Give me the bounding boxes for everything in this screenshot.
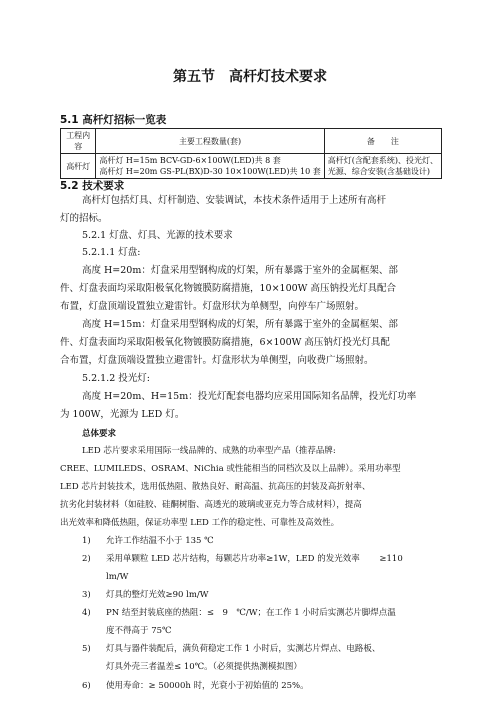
list-item: lm/W: [106, 572, 129, 582]
section-heading-tech: 5.2 技术要求: [60, 180, 125, 192]
paragraph-line: 为 100W，光源为 LED 灯。: [60, 409, 185, 420]
list-item-number: 1): [82, 536, 91, 546]
table-cell-quantity: [96, 154, 324, 179]
paragraph-line: 高杆灯包括灯具、灯杆制造、安装调试，本技术条件适用于上述所有高杆: [82, 195, 387, 206]
list-item: 灯具外壳三者温差≤ 10℃。（必须提供热测模拟图）: [106, 662, 302, 672]
paragraph-line: 出光效率和降低热阻，保证功率型 LED 工作的稳定性、可靠性及高效性。: [60, 518, 340, 528]
list-item: 允许工作结温不小于 135 ℃: [106, 536, 214, 546]
section-heading-bid-table: 5.1 高杆灯招标一览表: [60, 114, 167, 126]
list-item: 使用寿命：≥ 50000h 时，光衰小于初始值的 25%。: [106, 681, 309, 691]
list-item: 灯具与器件装配后，满负荷稳定工作 1 小时后，实测芯片焊点、电路板、: [106, 644, 381, 654]
paragraph-line: 高度 H=20m：灯盘采用型钢构成的灯架，所有暴露于室外的金属框架、部: [82, 265, 398, 276]
bid-summary-table: [60, 128, 442, 179]
table-header-cell: 工程内容: [61, 129, 96, 154]
table-cell-line: 高杆灯 H=15m BCV-GD-6×100W(LED)共 8 套: [99, 156, 281, 165]
list-item-number: 4): [82, 608, 91, 618]
table-header-cell: 主要工程数量(套): [96, 129, 324, 154]
table-cell-line: 光源、综合安装(含基础设计): [327, 167, 430, 176]
table-header-cell: 备 注: [324, 129, 441, 154]
list-item: 采用单颗粒 LED 芯片结构，每颗芯片功率≥1W，LED 的发光效率 ≥110: [106, 554, 403, 564]
list-item-number: 6): [82, 681, 91, 691]
paragraph-line: 布置，灯盘顶端设置独立避雷针。灯盘形状为单侧型，向停车广场照射。: [60, 301, 365, 312]
page-title: 第五节 高杆灯技术要求: [173, 69, 327, 85]
list-item-number: 5): [82, 644, 91, 654]
paragraph-line: 合布置，灯盘顶端设置独立避雷针。灯盘形状为单侧型，向收费广场照射。: [60, 355, 374, 366]
list-item: 灯具的整灯光效≥90 lm/W: [106, 590, 209, 600]
list-item: PN 结至封装底座的热阻：≤ 9 ℃/W；在工作 1 小时后实测芯片脚焊点温: [106, 608, 396, 618]
list-item-number: 3): [82, 590, 91, 600]
list-item-number: 2): [82, 554, 91, 564]
subsection-heading: 5.2.1.2 投光灯:: [82, 373, 150, 384]
table-row: [61, 154, 442, 179]
table-cell-line: 高杆灯(含配套系统)、投光灯、: [327, 156, 438, 165]
paragraph-line: 抗劣化封装材料（如硅胶、硅酮树脂、高透光的玻璃或亚克力等合成材料），提高: [60, 500, 362, 510]
list-item: 度不得高于 75℃: [106, 626, 172, 636]
paragraph-line: 件、灯盘表面均采取阳极氧化物镀膜防腐措施，6×100W 高压钠灯投光灯具配: [60, 337, 390, 348]
paragraph-line: 灯的招标。: [60, 213, 108, 224]
general-requirements-heading: 总体要求: [82, 429, 117, 439]
paragraph-line: LED 芯片封装技术，选用低热阻、散热良好、耐高温、抗高压的封装及高折射率、: [60, 482, 371, 492]
paragraph-line: LED 芯片要求采用国际一线品牌的、成熟的功率型产品（推荐品牌:: [82, 446, 336, 456]
paragraph-line: 高度 H=20m、H=15m：投光灯配套电器均应采用国际知名品牌，投光灯功率: [82, 391, 417, 402]
paragraph-line: 高度 H=15m：灯盘采用型钢构成的灯架，所有暴露于室外的金属框架、部: [82, 319, 398, 330]
table-header-row: [61, 129, 442, 154]
table-cell-type: 高杆灯: [61, 154, 96, 179]
paragraph-line: 件、灯盘表面均采取阳极氧化物镀膜防腐措施，10×100W 高压钠投光灯具配合: [60, 283, 396, 294]
subsection-heading: 5.2.1 灯盘、灯具、光源的技术要求: [82, 230, 233, 241]
paragraph-line: CREE、LUMILEDS、OSRAM、NiChia 或性能相当的同档次及以上品牌）。采用功率型: [60, 464, 401, 474]
table-cell-line: 高杆灯 H=20m GS-PL(BX)D-30 10×100W(LED)共 10 套: [99, 167, 321, 176]
subsection-heading: 5.2.1.1 灯盘:: [82, 247, 141, 258]
table-cell-note: [324, 154, 441, 179]
